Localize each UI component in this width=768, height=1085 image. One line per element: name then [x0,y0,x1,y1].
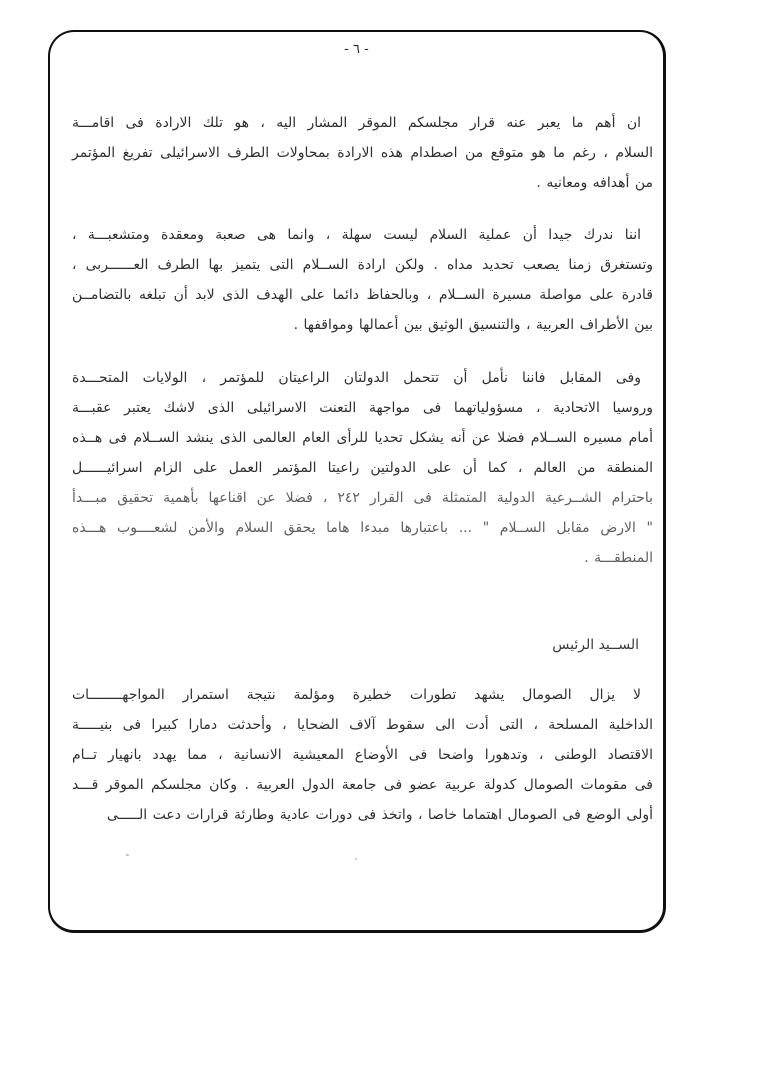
text-line: المنطقـــة . [584,550,653,566]
text-line: وتستغرق زمنا يصعب تحديد مداه . ولكن ارادة الســلام التى يتميز بها الطرف العــــــربى ، [72,257,653,273]
paragraph-3 [72,363,653,573]
scanned-page-border [48,30,666,933]
paragraph-2 [72,220,653,340]
text-line: لا يزال الصومال يشهد تطورات خطيرة ومؤلمة نتيجة استمرار المواجهــــــــات [72,687,641,703]
paragraph-1 [72,108,653,198]
text-line: ان أهم ما يعبر عنه قرار مجلسكم الموقر المشار اليه ، هو تلك الارادة فى اقامـــة [72,115,641,131]
text-line: فى مقومات الصومال كدولة عربية عضو فى جامعة الدول العربية . وكان مجلسكم الموقر قـــد [72,777,653,793]
section-heading: الســيد الرئيس [552,637,639,653]
scan-artifact [355,858,357,860]
text-line: أمام مسيره الســلام فضلا عن أنه يشكل تحديا للرأى العام العالمى الذى ينشد الســلام فى هــذه [72,430,653,446]
text-line: من أهدافه ومعانيه . [536,175,653,191]
text-line: باحترام الشــرعية الدولية المتمثلة فى القرار ٢٤٢ ، فضلا عن اقناعها بأهمية تحقيق مبـــدأ [72,490,653,506]
text-line: قادرة على مواصلة مسيرة الســلام ، وبالحفاظ دائما على الهدف الذى لابد أن تبلغه بالتضامــن [72,287,653,303]
text-line: الداخلية المسلحة ، التى أدت الى سقوط آلاف الضحايا ، وأحدثت دمارا كبيرا فى بنيـــــة [72,717,653,733]
text-line: " الارض مقابل الســلام " ... باعتبارها مبدءا هاما يحقق السلام والأمن لشعــــوب هـــذه [72,520,653,536]
page-number: - ٦ - [344,42,369,57]
text-line: الاقتصاد الوطنى ، وتدهورا واضحا فى الأوضاع المعيشية الانسانية ، مما يهدد بانهيار تــام [72,747,653,763]
text-line: وروسيا الاتحادية ، مسؤولياتهما فى مواجهة التعنت الاسرائيلى الذى لاشك يعتبر عقبـــة [72,400,653,416]
scan-artifact [126,854,129,856]
text-line: اننا ندرك جيدا أن عملية السلام ليست سهلة ، وانما هى صعبة ومعقدة ومتشعبـــة ، [72,227,641,243]
text-line: أولى الوضع فى الصومال اهتماما خاصا ، واتخذ فى دورات عادية وطارئة قرارات دعت الـــــى [106,807,653,823]
document-body-text [72,108,653,830]
text-line: المنطقة من العالم ، كما أن على الدولتين راعيتا المؤتمر العمل على الزام اسرائيــــــل [72,460,653,476]
paragraph-4 [72,680,653,830]
text-line: بين الأطراف العربية ، والتنسيق الوثيق بين أعمالها ومواقفها . [293,317,653,333]
text-line: السلام ، رغم ما هو متوقع من اصطدام هذه الارادة بمحاولات الطرف الاسرائيلى تفريغ المؤتمر [72,145,653,161]
text-line: وفى المقابل فاننا نأمل أن تتحمل الدولتان الراعيتان للمؤتمر ، الولايات المتحـــدة [72,370,641,386]
